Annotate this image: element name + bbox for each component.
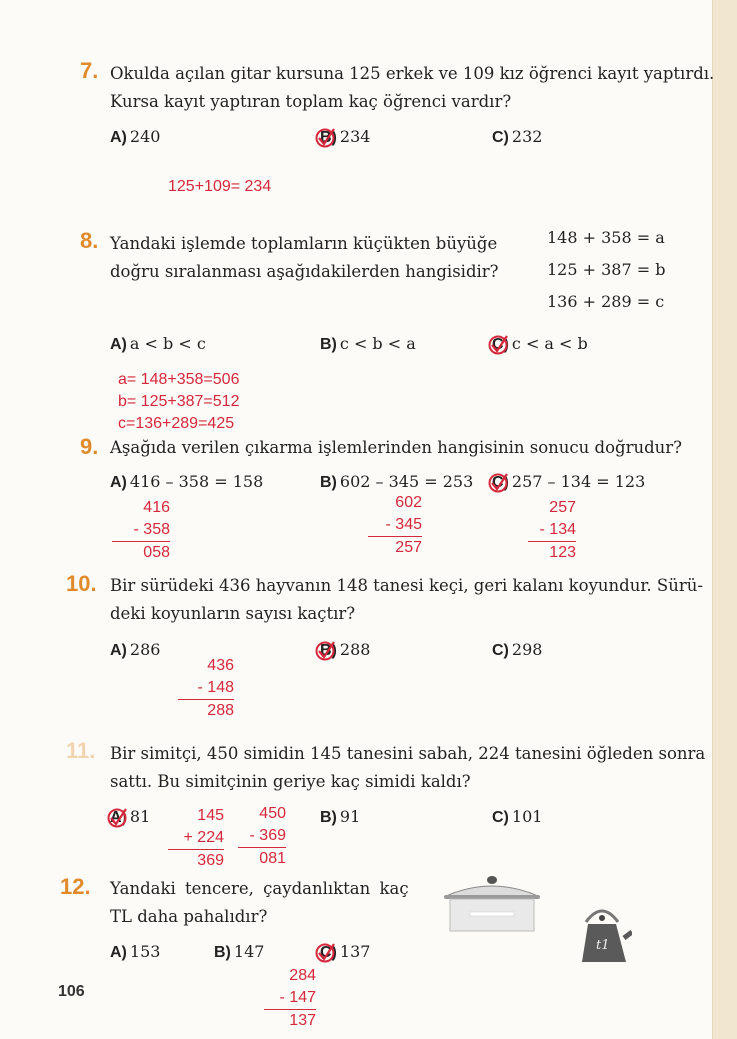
option-a[interactable]: A) 286 — [110, 640, 161, 659]
question-text: Bir sürüdeki 436 hayvanın 148 tanesi keçi, geri kalanı koyundur. Sürü- — [110, 576, 703, 595]
question-number: 10. — [66, 571, 97, 596]
question-number: 8. — [80, 228, 99, 253]
option-a[interactable]: A) 81 — [110, 807, 151, 826]
question-number: 11. — [66, 738, 96, 763]
question-text: Okulda açılan gitar kursuna 125 erkek ve 109 kız öğrenci kayıt yaptırdı. — [110, 64, 715, 83]
equation: 148 + 358 = a — [547, 228, 665, 247]
option-a[interactable]: A) 240 — [110, 127, 161, 146]
answer-check-icon — [106, 806, 128, 828]
subtraction-work: 416 - 358 058 — [112, 497, 170, 564]
handwritten-work: c=136+289=425 — [118, 415, 235, 432]
subtraction-work: 602 - 345 257 — [368, 492, 422, 559]
answer-check-icon — [487, 471, 509, 493]
option-b[interactable]: B) 147 — [214, 942, 265, 961]
answer-check-icon — [314, 941, 336, 963]
page-number: 106 — [58, 983, 85, 1000]
question-text: Kursa kayıt yaptıran toplam kaç öğrenci vardır? — [110, 92, 512, 111]
subtraction-work: 450 - 369 081 — [238, 803, 286, 870]
option-b[interactable]: B) c < b < a — [320, 334, 416, 353]
answer-check-icon — [487, 333, 509, 355]
option-c[interactable]: C) c < a < b — [492, 334, 588, 353]
option-b[interactable]: B) 288 — [320, 640, 371, 659]
option-c[interactable]: C) 257 – 134 = 123 — [492, 472, 646, 491]
handwritten-work: a= 148+358=506 — [118, 371, 240, 388]
option-b[interactable]: B) 602 – 345 = 253 — [320, 472, 474, 491]
option-c[interactable]: C) 101 — [492, 807, 543, 826]
subtraction-work: 436 - 148 288 — [178, 655, 234, 722]
option-a[interactable]: A) 416 – 358 = 158 — [110, 472, 264, 491]
handwritten-work: b= 125+387=512 — [118, 393, 240, 410]
question-number: 7. — [80, 58, 99, 83]
addition-work: 145 + 224 369 — [168, 805, 224, 872]
pot-icon — [440, 872, 544, 934]
question-text: Aşağıda verilen çıkarma işlemlerinden hangisinin sonucu doğrudur? — [110, 438, 683, 457]
subtraction-work: 284 - 147 137 — [264, 965, 316, 1032]
option-c[interactable]: C) 298 — [492, 640, 543, 659]
option-a[interactable]: A) 153 — [110, 942, 161, 961]
handwritten-work: 125+109= 234 — [168, 178, 272, 195]
question-text: TL daha pahalıdır? — [110, 907, 268, 926]
option-c[interactable]: C) 137 — [320, 942, 371, 961]
question-text: Bir simitçi, 450 simidin 145 tanesini sabah, 224 tanesini öğleden sonra — [110, 744, 706, 763]
equation: 125 + 387 = b — [547, 260, 666, 279]
equation: 136 + 289 = c — [547, 292, 665, 311]
question-text: Yandaki tencere, çaydanlıktan kaç — [110, 879, 409, 898]
question-text: Yandaki işlemde toplamların küçükten büyüğe — [110, 234, 498, 253]
kettle-price: t1 — [596, 938, 610, 953]
page-edge — [712, 0, 737, 1039]
answer-check-icon — [314, 639, 336, 661]
subtraction-work: 257 - 134 123 — [528, 497, 576, 564]
question-number: 12. — [60, 874, 91, 899]
question-text: sattı. Bu simitçinin geriye kaç simidi kaldı? — [110, 772, 471, 791]
question-text: doğru sıralanması aşağıdakilerden hangisidir? — [110, 262, 499, 281]
option-c[interactable]: C) 232 — [492, 127, 543, 146]
question-text: deki koyunların sayısı kaçtır? — [110, 604, 356, 623]
question-number: 9. — [80, 434, 99, 459]
kettle-icon — [572, 902, 632, 972]
answer-check-icon — [314, 126, 336, 148]
option-b[interactable]: B) 91 — [320, 807, 361, 826]
option-a[interactable]: A) a < b < c — [110, 334, 206, 353]
option-b[interactable]: B) 234 — [320, 127, 371, 146]
